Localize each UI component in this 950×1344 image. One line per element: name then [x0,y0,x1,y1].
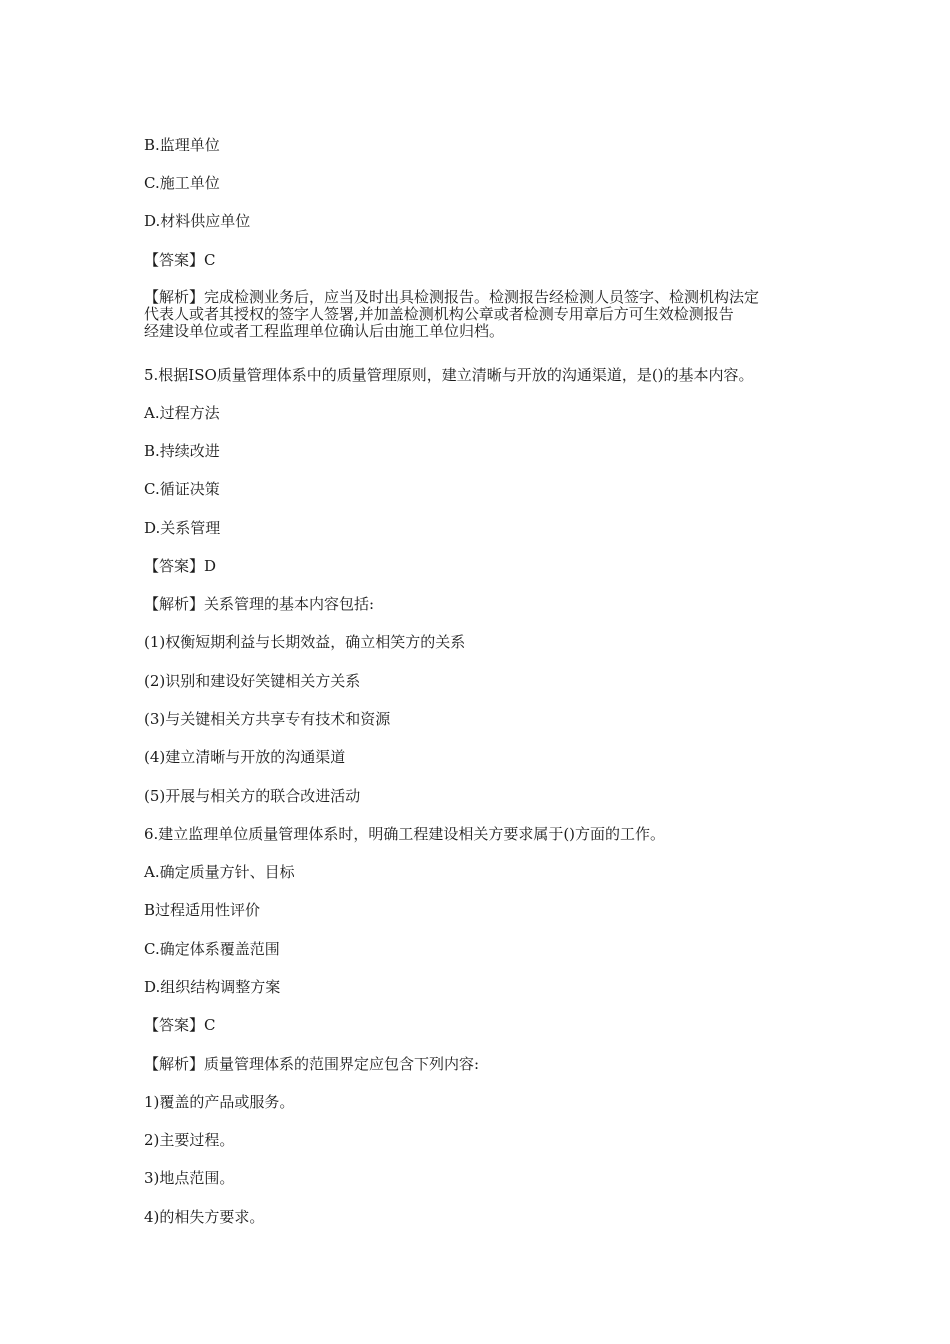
analysis-q6-item: 4)的相失方要求。 [144,1208,265,1226]
option-b-q5: B.持续改进 [144,442,220,460]
analysis-q4 [144,289,814,340]
question-5: 5.根据ISO质量管理体系中的质量管理原则，建立清晰与开放的沟通渠道，是()的基本内容。 [144,366,754,384]
analysis-q6-item: 3)地点范围。 [144,1169,235,1187]
analysis-q4-line: 代表人或者其授权的签字人签署,并加盖检测机构公章或者检测专用章后方可生效检测报告 [144,305,734,323]
analysis-q4-line: 【解析】完成检测业务后，应当及时出具检测报告。检测报告经检测人员签字、检测机构法定 [144,288,760,306]
analysis-q5-item: (4)建立清晰与开放的沟通渠道 [144,748,346,766]
analysis-q5-item: (2)识别和建设好笑键相关方关系 [144,672,361,690]
option-b-q4: B.监理单位 [144,136,220,154]
analysis-q5-item: (3)与关键相关方共享专有技术和资源 [144,710,391,728]
question-6: 6.建立监理单位质量管理体系时，明确工程建设相关方要求属于()方面的工作。 [144,825,666,843]
option-d-q5: D.关系管理 [144,519,221,537]
analysis-q6: 【解析】质量管理体系的范围界定应包含下列内容: [144,1055,480,1073]
option-c-q4: C.施工单位 [144,174,220,192]
option-b-q6: B过程适用性评价 [144,901,261,919]
answer-q6: 【答案】C [144,1016,216,1034]
analysis-q5-item: (1)权衡短期利益与长期效益，确立相笑方的关系 [144,633,466,651]
analysis-q5-item: (5)开展与相关方的联合改进活动 [144,787,361,805]
analysis-q6-item: 1)覆盖的产品或服务。 [144,1093,295,1111]
answer-q5: 【答案】D [144,557,217,575]
analysis-q6-item: 2)主要过程。 [144,1131,235,1149]
option-d-q6: D.组织结构调整方案 [144,978,281,996]
option-c-q5: C.循证决策 [144,480,220,498]
analysis-q5: 【解析】关系管理的基本内容包括: [144,595,375,613]
option-c-q6: C.确定体系覆盖范围 [144,940,280,958]
analysis-q4-line: 经建设单位或者工程监理单位确认后由施工单位归档。 [144,322,505,340]
answer-q4: 【答案】C [144,251,216,269]
option-d-q4: D.材料供应单位 [144,212,251,230]
option-a-q5: A.过程方法 [144,404,220,422]
option-a-q6: A.确定质量方针、目标 [144,863,295,881]
